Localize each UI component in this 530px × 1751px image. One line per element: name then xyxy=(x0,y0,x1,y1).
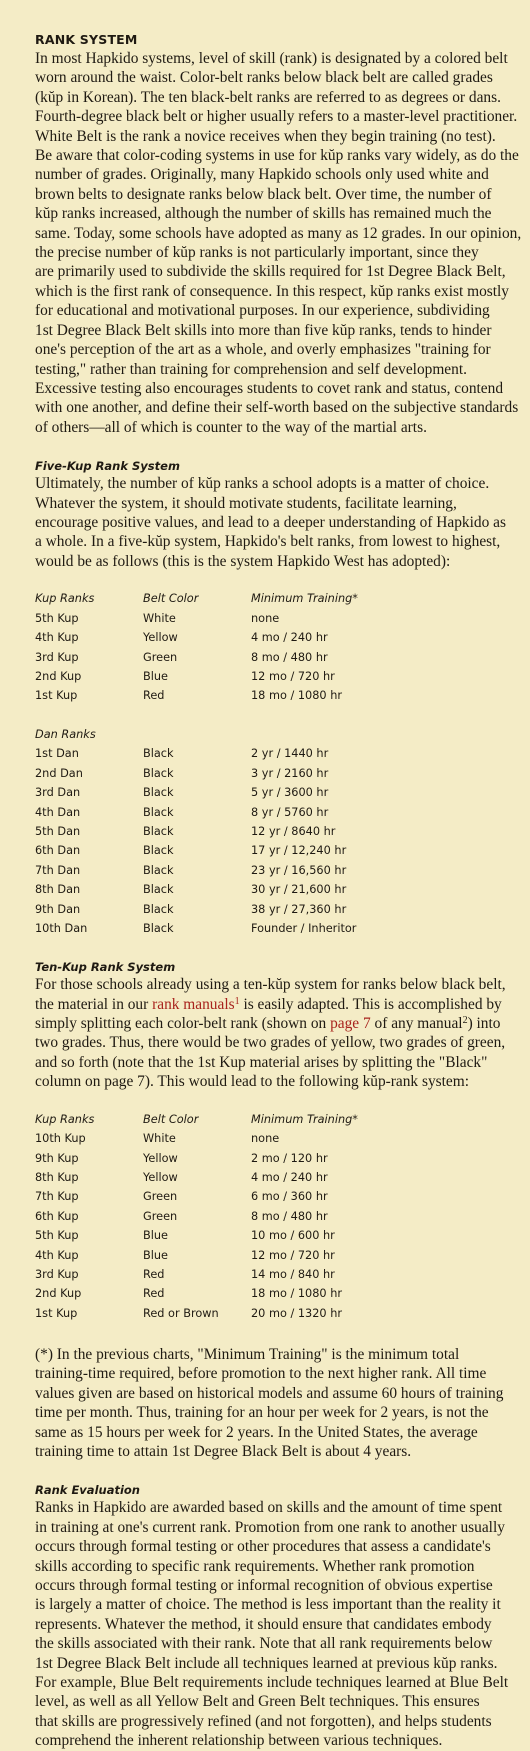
column-header: Minimum Training* xyxy=(251,592,358,606)
belt-color-cell: White xyxy=(143,1132,176,1146)
minimum-training-footnote xyxy=(35,1345,504,1461)
training-cell: 8 mo / 480 hr xyxy=(251,650,328,664)
paragraph-line: kŭp ranks increased, although the number of skills has remained much the xyxy=(35,205,492,223)
rank-cell: 1st Dan xyxy=(35,747,79,761)
ten-kup-paragraph xyxy=(35,975,506,1091)
paragraph-line: testing," rather than training for comprehension and self development. xyxy=(35,360,467,378)
paragraph-line: For those schools already using a ten-kŭp system for ranks below black belt, xyxy=(35,976,506,994)
paragraph-line: White Belt is the rank a novice receives when they begin training (no test). xyxy=(35,127,496,145)
belt-color-cell: Blue xyxy=(143,1248,168,1262)
rank-cell: 10th Dan xyxy=(35,921,88,935)
training-cell: none xyxy=(251,611,280,625)
paragraph-line: number of grades. Originally, many Hapkido schools only used white and xyxy=(35,166,489,184)
training-cell: Founder / Inheritor xyxy=(251,921,357,935)
paragraph-line: represents. Whatever the method, it should ensure that candidates embody xyxy=(35,1615,492,1633)
belt-color-cell: Yellow xyxy=(143,1151,178,1165)
paragraph-line: in training at one's current rank. Promotion from one rank to another usually xyxy=(35,1518,505,1536)
text-fragment: is easily adapted. This is accomplished by xyxy=(239,995,502,1013)
belt-color-cell: Blue xyxy=(143,669,168,683)
training-cell: 10 mo / 600 hr xyxy=(251,1229,335,1243)
paragraph-line: which is the first rank of consequence. In this respect, kŭp ranks exist mostly xyxy=(35,282,510,300)
rank-cell: 5th Dan xyxy=(35,825,81,839)
rank-manuals-link[interactable]: rank manuals xyxy=(152,995,235,1013)
paragraph-line xyxy=(35,1014,501,1033)
training-cell: none xyxy=(251,1132,280,1146)
table-row xyxy=(35,1187,358,1206)
rank-cell: 4th Kup xyxy=(35,1248,79,1262)
paragraph-line: 1st Degree Black Belt include all techniques learned at previous kŭp ranks. xyxy=(35,1654,498,1672)
column-header: Kup Ranks xyxy=(35,1112,95,1126)
table-row xyxy=(35,609,358,628)
belt-color-cell: Black xyxy=(143,844,174,858)
training-cell: 3 yr / 2160 hr xyxy=(251,766,329,780)
paragraph-line: with one another, and define their self-worth based on the subjective standards xyxy=(35,399,519,417)
rank-cell: 4th Dan xyxy=(35,805,81,819)
paragraph-line: time per month. Thus, training for an hour per week for 2 years, is not the xyxy=(35,1404,489,1422)
paragraph-line: a whole. In a five-kŭp system, Hapkido's belt ranks, from lowest to highest, xyxy=(35,533,501,551)
rank-cell: 1st Kup xyxy=(35,689,78,703)
paragraph-line: In most Hapkido systems, level of skill (rank) is designated by a colored belt xyxy=(35,50,508,67)
five-kup-rank-table xyxy=(35,589,358,938)
table-row xyxy=(35,841,358,860)
paragraph-line: values given are based on historical models and assume 60 hours of training xyxy=(35,1384,504,1402)
paragraph-line: Excessive testing also encourages students to covet rank and status, contend xyxy=(35,379,504,397)
paragraph-line: training time to attain 1st Degree Black Belt is about 4 years. xyxy=(35,1442,412,1460)
paragraph-line: and so forth (note that the 1st Kup material arises by splitting the "Black" xyxy=(35,1053,488,1071)
table-row xyxy=(35,861,358,880)
table-row xyxy=(35,1265,358,1284)
page-7-link[interactable]: page 7 xyxy=(330,1015,371,1032)
table-row xyxy=(35,1129,358,1148)
training-cell: 8 yr / 5760 hr xyxy=(251,805,329,819)
paragraph-line: Be aware that color-coding systems in use for kŭp ranks vary widely, as do the xyxy=(35,147,519,165)
ten-kup-rank-table xyxy=(35,1110,358,1323)
table-row xyxy=(35,1284,358,1303)
rank-cell: 7th Kup xyxy=(35,1190,79,1204)
paragraph-line: one's perception of the art as a whole, and overly emphasizes "training for xyxy=(35,341,491,359)
column-header: Minimum Training* xyxy=(251,1112,358,1126)
training-cell: 20 mo / 1320 hr xyxy=(251,1306,343,1320)
rank-cell: 10th Kup xyxy=(35,1132,86,1146)
rank-cell: 2nd Kup xyxy=(35,669,82,683)
paragraph-line: (*) In the previous charts, "Minimum Training" is the minimum total xyxy=(35,1345,460,1363)
training-cell: 38 yr / 27,360 hr xyxy=(251,902,347,916)
belt-color-cell: White xyxy=(143,611,176,625)
column-header: Belt Color xyxy=(143,1112,199,1126)
paragraph-line: Ranks in Hapkido are awarded based on skills and the amount of time spent xyxy=(35,1499,503,1517)
table-row xyxy=(35,1304,358,1323)
belt-color-cell: Black xyxy=(143,786,174,800)
section-heading-five-kup: Five-Kup Rank System xyxy=(35,459,180,474)
belt-color-cell: Red xyxy=(143,1267,165,1281)
training-cell: 2 mo / 120 hr xyxy=(251,1151,328,1165)
text-fragment: simply splitting each color-belt rank (shown on xyxy=(35,1015,331,1032)
paragraph-line: for educational and motivational purposes. In our experience, subdividing xyxy=(35,302,490,320)
belt-color-cell: Black xyxy=(143,825,174,839)
paragraph-line: of others—all of which is counter to the way of the martial arts. xyxy=(35,418,427,436)
table-row xyxy=(35,764,358,783)
table-row xyxy=(35,744,358,763)
table-row xyxy=(35,647,358,666)
belt-color-cell: Black xyxy=(143,863,174,877)
belt-color-cell: Black xyxy=(143,921,174,935)
text-fragment: ) into xyxy=(467,1015,501,1032)
belt-color-cell: Red xyxy=(143,1287,165,1301)
paragraph-line: brown belts to designate ranks below black belt. Over time, the number of xyxy=(35,185,492,203)
column-header: Kup Ranks xyxy=(35,592,95,606)
table-header-row xyxy=(35,589,358,608)
table-row xyxy=(35,919,358,938)
training-cell: 18 mo / 1080 hr xyxy=(251,1287,343,1301)
paragraph-line: same. Today, some schools have adopted as many as 12 grades. In our opinion, xyxy=(35,224,522,242)
column-header: Dan Ranks xyxy=(35,728,96,742)
paragraph-line: 1st Degree Black Belt skills into more than five kŭp ranks, tends to hinder xyxy=(35,321,492,339)
belt-color-cell: Black xyxy=(143,747,174,761)
belt-color-cell: Blue xyxy=(143,1229,168,1243)
rank-cell: 8th Kup xyxy=(35,1170,79,1184)
rank-cell: 3rd Kup xyxy=(35,1267,79,1281)
paragraph-line: skills according to specific rank requirements. Whether rank promotion xyxy=(35,1557,475,1575)
belt-color-cell: Black xyxy=(143,805,174,819)
table-header-row xyxy=(35,725,358,744)
training-cell: 23 yr / 16,560 hr xyxy=(251,863,347,877)
paragraph-line: same as 15 hours per week for 2 years. In the United States, the average xyxy=(35,1423,478,1441)
five-kup-paragraph xyxy=(35,474,506,571)
training-cell: 18 mo / 1080 hr xyxy=(251,689,343,703)
paragraph-line: are primarily used to subdivide the skills required for 1st Degree Black Belt, xyxy=(35,263,506,281)
rank-cell: 9th Dan xyxy=(35,902,81,916)
paragraph-line: Ultimately, the number of kŭp ranks a school adopts is a matter of choice. xyxy=(35,475,490,493)
paragraph-line: occurs through formal testing or other procedures that assess a candidate's xyxy=(35,1538,491,1556)
table-row xyxy=(35,667,358,686)
training-cell: 12 mo / 720 hr xyxy=(251,669,335,683)
paragraph-line: (kŭp in Korean). The ten black-belt ranks are referred to as degrees or dans. xyxy=(35,88,501,106)
table-row xyxy=(35,899,358,918)
belt-color-cell: Yellow xyxy=(143,631,178,645)
paragraph-line: comprehend the inherent relationship between various techniques. xyxy=(35,1732,443,1750)
paragraph-line: column on page 7). This would lead to the following kŭp-rank system: xyxy=(35,1073,470,1091)
training-cell: 14 mo / 840 hr xyxy=(251,1267,335,1281)
table-row xyxy=(35,880,358,899)
paragraph-line: encourage positive values, and lead to a deeper understanding of Hapkido as xyxy=(35,513,506,531)
training-cell: 12 yr / 8640 hr xyxy=(251,825,336,839)
paragraph-line: level, as well as all Yellow Belt and Green Belt techniques. This ensures xyxy=(35,1693,480,1711)
table-header-row xyxy=(35,1110,358,1129)
column-header: Belt Color xyxy=(143,592,199,606)
paragraph-line: Fourth-degree black belt or higher usually refers to a master-level practitioner. xyxy=(35,108,518,126)
rank-cell: 2nd Kup xyxy=(35,1287,82,1301)
belt-color-cell: Green xyxy=(143,1209,178,1223)
belt-color-cell: Black xyxy=(143,883,174,897)
text-fragment: of any manual xyxy=(370,1015,463,1032)
belt-color-cell: Red or Brown xyxy=(143,1306,219,1320)
belt-color-cell: Black xyxy=(143,766,174,780)
training-cell: 4 mo / 240 hr xyxy=(251,631,328,645)
training-cell: 5 yr / 3600 hr xyxy=(251,786,329,800)
rank-cell: 2nd Dan xyxy=(35,766,83,780)
training-cell: 8 mo / 480 hr xyxy=(251,1209,328,1223)
training-cell: 2 yr / 1440 hr xyxy=(251,747,329,761)
rank-cell: 8th Dan xyxy=(35,883,81,897)
section-heading-rank-system: RANK SYSTEM xyxy=(35,32,138,47)
rank-cell: 5th Kup xyxy=(35,1229,79,1243)
footnote-marker: 1 xyxy=(234,995,240,1007)
training-cell: 30 yr / 21,600 hr xyxy=(251,883,347,897)
belt-color-cell: Green xyxy=(143,650,178,664)
rank-cell: 4th Kup xyxy=(35,631,79,645)
table-row xyxy=(35,1148,358,1167)
belt-color-cell: Green xyxy=(143,1190,178,1204)
training-cell: 4 mo / 240 hr xyxy=(251,1170,328,1184)
paragraph-line: occurs through formal testing or informal recognition of obvious expertise xyxy=(35,1576,493,1594)
rank-cell: 5th Kup xyxy=(35,611,79,625)
paragraph-line: training-time required, before promotion to the next higher rank. All time xyxy=(35,1365,487,1383)
rank-cell: 7th Dan xyxy=(35,863,81,877)
table-row xyxy=(35,1226,358,1245)
paragraph-line: is largely a matter of choice. The method is less important than the reality it xyxy=(35,1596,501,1614)
rank-cell: 3rd Dan xyxy=(35,786,81,800)
table-row xyxy=(35,783,358,802)
footnote-marker: 2 xyxy=(462,1015,468,1026)
table-row xyxy=(35,628,358,647)
paragraph-line: worn around the waist. Color-belt ranks below black belt are called grades xyxy=(35,69,493,87)
paragraph-line: For example, Blue Belt requirements include techniques learned at Blue Belt xyxy=(35,1674,509,1692)
rank-cell: 1st Kup xyxy=(35,1306,78,1320)
paragraph-line: the precise number of kŭp ranks is not particularly important, since they xyxy=(35,244,479,262)
rank-evaluation-paragraph xyxy=(35,1498,509,1750)
training-cell: 12 mo / 720 hr xyxy=(251,1248,335,1262)
table-row xyxy=(35,802,358,821)
belt-color-cell: Black xyxy=(143,902,174,916)
paragraph-line: would be as follows (this is the system Hapkido West has adopted): xyxy=(35,552,451,570)
paragraph-line: the skills associated with their rank. Note that all rank requirements below xyxy=(35,1635,493,1653)
table-row xyxy=(35,686,358,705)
table-row xyxy=(35,1207,358,1226)
rank-cell: 6th Dan xyxy=(35,844,81,858)
training-cell: 6 mo / 360 hr xyxy=(251,1190,328,1204)
paragraph-line: two grades. Thus, there would be two grades of yellow, two grades of green, xyxy=(35,1034,506,1052)
table-row xyxy=(35,822,358,841)
table-row xyxy=(35,1168,358,1187)
section-heading-ten-kup: Ten-Kup Rank System xyxy=(35,960,176,975)
rank-cell: 9th Kup xyxy=(35,1151,79,1165)
rank-cell: 6th Kup xyxy=(35,1209,79,1223)
belt-color-cell: Yellow xyxy=(143,1170,178,1184)
paragraph-line: that skills are progressively refined (and not forgotten), and helps students xyxy=(35,1712,492,1730)
training-cell: 17 yr / 12,240 hr xyxy=(251,844,347,858)
section-heading-rank-evaluation: Rank Evaluation xyxy=(35,1483,140,1498)
paragraph-line: Whatever the system, it should motivate students, facilitate learning, xyxy=(35,494,457,512)
text-fragment: the material in our xyxy=(35,995,153,1013)
rank-cell: 3rd Kup xyxy=(35,650,79,664)
paragraph-line xyxy=(35,995,502,1014)
table-row xyxy=(35,1245,358,1264)
belt-color-cell: Red xyxy=(143,689,165,703)
rank-system-paragraph xyxy=(35,49,522,437)
